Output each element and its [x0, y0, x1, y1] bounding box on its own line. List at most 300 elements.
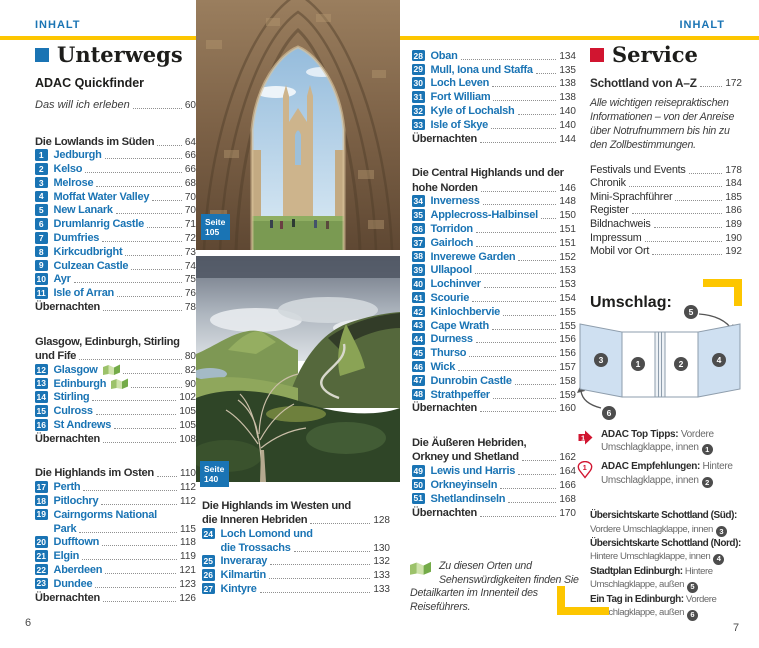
page-number: 138 [559, 78, 576, 90]
entry-label: New Lanark [53, 204, 113, 217]
entry-number-badge: 3 [35, 177, 48, 189]
svg-text:1: 1 [581, 433, 586, 443]
entry-number-badge: 39 [413, 265, 423, 276]
entry-number-badge: 21 [36, 550, 46, 561]
dotted-leader [157, 476, 177, 477]
toc-entry [412, 249, 576, 263]
toc-entry [35, 390, 196, 404]
uebernachten-label: Übernachten [35, 591, 101, 604]
toc-entry [35, 230, 196, 244]
entry-label: Orkneyinseln [430, 478, 498, 491]
entry-label: Pitlochry [53, 494, 99, 507]
page-number: 164 [559, 466, 576, 478]
entry-number-badge: 27 [203, 583, 213, 594]
toc-entry [202, 581, 390, 595]
toc-entry [35, 272, 196, 286]
page-number: 186 [725, 205, 742, 217]
entry-label: Kirkcudbright [53, 245, 123, 258]
toc-entry-continued [202, 540, 390, 554]
section-heading-text: die Inneren Hebriden [202, 514, 308, 526]
toc-entry [35, 403, 196, 417]
az-label: Schottland von A–Z [590, 76, 697, 90]
photo-page-badge [201, 214, 230, 240]
entry-label: Jedburgh [53, 149, 102, 162]
dotted-leader [480, 142, 556, 143]
dotted-leader [294, 551, 371, 552]
page-number: 66 [184, 164, 196, 176]
entry-label: Scourie [430, 291, 470, 304]
dotted-leader [480, 516, 556, 517]
section-heading [35, 333, 196, 348]
entry-label: Wick [430, 360, 456, 373]
toc-entry [412, 477, 576, 491]
entry-number-badge: 14 [36, 392, 46, 403]
page-number: 70 [184, 205, 196, 217]
entry-number-badge: 32 [413, 105, 423, 116]
page-number: 119 [180, 551, 196, 563]
entry-label: Dundee [53, 577, 93, 590]
entry-label: Loch Leven [430, 77, 490, 90]
dotted-leader [522, 460, 556, 461]
page-header-left: INHALT [35, 19, 81, 31]
entry-label: Kelso [53, 163, 83, 176]
svg-text:1: 1 [582, 463, 587, 473]
dotted-leader [117, 296, 182, 297]
toc-entry [412, 194, 576, 208]
entry-label: Inverness [430, 195, 480, 208]
dotted-leader [83, 490, 177, 491]
dotted-leader [270, 564, 370, 565]
page-number: 115 [180, 523, 196, 535]
dotted-leader [503, 315, 556, 316]
map-legend-item [590, 565, 755, 593]
entry-label: Cairngorms National [53, 508, 157, 521]
entry-label: Glasgow [53, 363, 98, 376]
entry-label: Fort William [430, 91, 491, 104]
dotted-leader [689, 173, 723, 174]
map-icon [410, 561, 431, 575]
page-number: 168 [559, 493, 576, 505]
page-number: 123 [179, 578, 196, 590]
entry-number-badge: 33 [413, 119, 423, 130]
toc-group [35, 465, 196, 604]
entry-number-badge: 22 [36, 564, 46, 575]
uebernachten-row [412, 131, 576, 145]
entry-number-badge: 20 [36, 537, 46, 548]
entry-label: die Trossachs [220, 541, 291, 554]
entry-number-badge: 7 [35, 232, 48, 244]
dotted-leader [103, 442, 176, 443]
entry-number-badge: 23 [36, 578, 46, 589]
dotted-leader [652, 254, 722, 255]
entry-number-badge: 5 [35, 204, 48, 216]
seite-word: Seite [204, 464, 225, 474]
page-number: 66 [184, 150, 196, 162]
toc-entry [412, 387, 576, 401]
page-number: 178 [725, 164, 742, 176]
page-number: 160 [559, 403, 576, 415]
uebernachten-row [35, 590, 196, 604]
page-number-left: 6 [25, 617, 32, 629]
dotted-leader [645, 241, 723, 242]
page-number: 71 [184, 219, 196, 231]
dotted-leader [147, 227, 182, 228]
dotted-leader [500, 488, 556, 489]
col2-groups [202, 497, 390, 595]
service-item-row [590, 162, 742, 176]
toc-entry [35, 548, 196, 562]
toc-entry [412, 207, 576, 221]
page-number: 82 [184, 364, 196, 376]
entry-label: Culross [53, 405, 93, 418]
dotted-leader [260, 592, 371, 593]
dotted-leader [105, 573, 176, 574]
toc-entry [412, 345, 576, 359]
service-item-row [590, 203, 742, 217]
section-heading [35, 133, 196, 148]
service-title-text: Service [612, 42, 698, 67]
entry-number-badge: 18 [36, 495, 46, 506]
diagram-circle-5: 5 [688, 307, 694, 317]
dotted-leader [125, 255, 182, 256]
page-number: 68 [184, 177, 196, 189]
section-heading-text: Die Highlands im Osten [35, 467, 154, 480]
page-number: 144 [559, 133, 576, 145]
entry-label: Mull, Iona und Staffa [430, 63, 533, 76]
map-legend-bold: Übersichtskarte Schottland (Süd): [590, 510, 737, 521]
page-number: 162 [559, 452, 576, 464]
circled-number-badge: 6 [687, 610, 698, 621]
entry-number-badge: 12 [36, 364, 46, 375]
uebernachten-label: Übernachten [35, 432, 101, 445]
toc-entry [35, 562, 196, 576]
legend-bold: ADAC Empfehlungen: [601, 461, 701, 473]
dotted-leader [105, 158, 182, 159]
entry-label: Dufftown [53, 536, 100, 549]
entry-number-badge: 36 [413, 223, 423, 234]
entry-label: Lochinver [430, 278, 481, 291]
map-legend-bold: Übersichtskarte Schottland (Nord): [590, 537, 741, 549]
entry-number-badge: 50 [413, 479, 423, 490]
page-number: 153 [559, 279, 576, 291]
toc-entry [35, 216, 196, 230]
toc-entry [35, 285, 196, 299]
toc-entry [35, 479, 196, 493]
uebernachten-row [35, 431, 196, 445]
toc-group [35, 133, 196, 313]
service-item-row [590, 244, 742, 258]
toc-entry [35, 189, 196, 203]
circled-number-badge: 4 [713, 554, 724, 565]
page-number: 76 [184, 288, 196, 300]
quickfinder-label: Das will ich erleben [35, 99, 130, 111]
page-number: 157 [559, 361, 576, 373]
schottland-az-row [590, 74, 742, 89]
page-number: 130 [373, 542, 390, 554]
red-square-icon [590, 48, 604, 62]
entry-number-badge: 24 [203, 528, 213, 539]
empfehlung-pin-wrap [577, 460, 601, 487]
section-heading-text: Glasgow, Edinburgh, Stirling [35, 335, 180, 348]
photo-page-badge [200, 461, 229, 487]
entry-number-badge: 17 [36, 481, 46, 492]
dotted-leader [518, 114, 557, 115]
entry-label: Shetlandinseln [430, 492, 506, 505]
toc-entry [412, 103, 576, 117]
section-heading-text: und Fife [35, 350, 77, 363]
entry-label: Durness [430, 333, 473, 346]
entry-label: Edinburgh [53, 377, 107, 390]
toc-entry [35, 362, 196, 376]
entry-label: Torridon [430, 222, 473, 235]
section-heading [412, 449, 576, 464]
top-tipp-arrow-wrap [577, 428, 601, 455]
dotted-leader [102, 241, 182, 242]
page-number: 150 [559, 210, 576, 222]
page-number: 184 [725, 178, 742, 190]
uebernachten-row [412, 401, 576, 415]
legend-text [601, 460, 735, 487]
dotted-leader [123, 373, 182, 374]
toc-entry [35, 161, 196, 175]
dotted-leader [654, 227, 723, 228]
legend-bold: ADAC Top Tipps: [601, 429, 679, 440]
dotted-leader [103, 310, 182, 311]
entry-label: Applecross-Halbinsel [430, 209, 538, 222]
service-item-row [590, 189, 742, 203]
entry-label: Cape Wrath [430, 319, 489, 332]
entry-label: Lewis und Harris [430, 465, 516, 478]
dotted-leader [79, 532, 177, 533]
toc-entry [412, 463, 576, 477]
entry-number-badge: 40 [413, 278, 423, 289]
toc-group [412, 434, 576, 518]
toc-group [35, 333, 196, 445]
entry-label: Stirling [53, 391, 90, 404]
entry-label: Thurso [430, 347, 467, 360]
map-legend-item [590, 537, 755, 565]
entry-number-badge: 31 [413, 91, 423, 102]
section-heading-text: Die Highlands im Westen und [202, 499, 351, 512]
dotted-leader [700, 86, 723, 87]
dotted-leader [541, 218, 556, 219]
toc-entry [412, 117, 576, 131]
entry-number-badge: 37 [413, 237, 423, 248]
entry-label: Inveraray [220, 555, 268, 568]
entry-number-badge: 44 [413, 334, 423, 345]
page-number: 132 [373, 556, 390, 568]
umschlag-title: Umschlag: [590, 294, 672, 311]
dotted-leader [133, 108, 182, 109]
page-number: 108 [179, 433, 196, 445]
entry-number-badge: 9 [35, 260, 48, 272]
page-number: 73 [184, 246, 196, 258]
dotted-leader [629, 186, 723, 187]
toc-group [412, 48, 576, 145]
dotted-leader [74, 282, 182, 283]
toc-group [202, 497, 390, 595]
page-number: 72 [184, 233, 196, 245]
page-number: 146 [559, 182, 576, 194]
toc-entry [412, 304, 576, 318]
page-number: 151 [559, 237, 576, 249]
service-items-list [590, 162, 742, 257]
entry-label: Perth [53, 481, 81, 494]
diagram-circle-6: 6 [606, 408, 612, 418]
dotted-leader [458, 370, 556, 371]
unterwegs-title-text: Unterwegs [57, 42, 183, 67]
column-unterwegs [35, 42, 196, 604]
service-item-row [590, 216, 742, 230]
uebernachten-label: Übernachten [412, 506, 478, 519]
entry-number-badge: 42 [413, 306, 423, 317]
toc-entry [412, 221, 576, 235]
empfehlungen-pin-icon [577, 461, 593, 479]
entry-number-badge: 13 [36, 378, 46, 389]
dotted-leader [518, 474, 556, 475]
service-item-label: Mini-Sprachführer [590, 190, 673, 203]
dotted-leader [515, 384, 557, 385]
page-number: 140 [559, 119, 576, 131]
page-number: 64 [184, 136, 196, 148]
page-number: 118 [180, 537, 196, 549]
entry-number-badge: 51 [413, 493, 423, 504]
col3-groups [412, 48, 576, 519]
page-number: 156 [559, 334, 576, 346]
dotted-leader [103, 601, 176, 602]
entry-number-badge: 25 [203, 556, 213, 567]
page-number: 192 [725, 246, 742, 258]
toc-entry [35, 203, 196, 217]
column-service [590, 42, 742, 257]
entry-label: Ayr [53, 273, 71, 286]
page-number: 185 [725, 191, 742, 203]
page-number: 128 [373, 515, 390, 526]
circled-number-badge: 1 [702, 444, 713, 455]
toc-entry [412, 332, 576, 346]
entry-label: Kinlochbervie [430, 305, 500, 318]
entry-number-badge: 30 [413, 78, 423, 89]
map-legend-rest: Vordere Umschlagklappe, außen [590, 593, 717, 619]
circled-number-badge: 3 [716, 526, 727, 537]
entry-label: Kilmartin [220, 569, 266, 582]
entry-number-badge: 49 [413, 465, 423, 476]
dotted-leader [481, 191, 557, 192]
entry-number-badge: 38 [413, 251, 423, 262]
toc-entry [202, 567, 390, 581]
dotted-leader [131, 269, 182, 270]
toc-entry [412, 359, 576, 373]
entry-label: Drumlanrig Castle [53, 218, 144, 231]
toc-entry [35, 507, 196, 521]
service-item-label: Register [590, 204, 629, 217]
unterwegs-section-title [35, 42, 196, 67]
entry-number-badge: 10 [36, 274, 46, 285]
entry-number-badge: 26 [203, 569, 213, 580]
page-number: 78 [184, 302, 196, 314]
map-legend-item [590, 593, 755, 621]
entry-label: Dumfries [53, 232, 100, 245]
column-right-page-left [412, 48, 576, 519]
service-item-label: Bildnachweis [590, 217, 651, 230]
entry-number-badge: 48 [413, 389, 423, 400]
page-header-right: INHALT [679, 19, 725, 31]
entry-number-badge: 47 [413, 375, 423, 386]
service-section-title [590, 42, 742, 67]
dotted-leader [102, 545, 177, 546]
toc-entry [412, 76, 576, 90]
page-number: 152 [559, 251, 576, 263]
map-legend-rest: Hintere Umschlagklappe, außen [590, 565, 713, 591]
circled-number-badge: 2 [702, 477, 713, 488]
diagram-circle-1: 1 [635, 359, 641, 369]
entry-label: Inverewe Garden [430, 250, 516, 263]
entry-label: St Andrews [53, 419, 112, 432]
dotted-leader [96, 186, 182, 187]
page-number: 153 [559, 265, 576, 277]
dotted-leader [675, 200, 722, 201]
toc-entry [412, 263, 576, 277]
toc-entry-continued [35, 521, 196, 535]
dotted-leader [492, 329, 556, 330]
entry-number-badge: 2 [35, 163, 48, 175]
toc-entry [202, 526, 390, 540]
entry-number-badge: 19 [36, 509, 46, 520]
page-number: 151 [559, 223, 576, 235]
entry-label: Isle of Skye [430, 118, 489, 131]
section-heading [202, 512, 390, 527]
yellow-corner-bracket-bottom-left [557, 586, 609, 615]
page-number: 105 [179, 420, 196, 432]
toc-entry [412, 62, 576, 76]
section-heading [412, 434, 576, 449]
map-legend-rest: Hintere Umschlagklappe, innen [590, 551, 711, 563]
section-heading-text: hohe Norden [412, 181, 478, 194]
service-intro-text: Alle wichtigen reisepraktischen Informationen – von der Anreise über Notrufnummern bis hin zu den Zollbestimmungen. [590, 97, 735, 151]
diagram-circle-4: 4 [716, 355, 722, 365]
page-number: 60 [184, 100, 196, 111]
dotted-leader [476, 232, 556, 233]
seite-number: 140 [204, 474, 219, 484]
page-number: 74 [184, 260, 196, 272]
section-heading [412, 165, 576, 180]
page-number: 155 [559, 320, 576, 332]
entry-number-badge: 41 [413, 292, 423, 303]
uebernachten-row [35, 299, 196, 313]
dotted-leader [491, 128, 556, 129]
uebernachten-label: Übernachten [412, 402, 478, 415]
toc-group [412, 165, 576, 415]
page-number: 112 [180, 482, 196, 494]
dotted-leader [480, 411, 556, 412]
column-highlands-westen [202, 497, 390, 595]
page-number: 133 [373, 570, 390, 582]
page-number: 172 [725, 78, 742, 89]
dotted-leader [82, 559, 177, 560]
page-number: 148 [559, 196, 576, 208]
toc-entry [202, 554, 390, 568]
toc-entry [35, 244, 196, 258]
dotted-leader [476, 246, 556, 247]
legend-item [577, 428, 735, 455]
uebernachten-row [412, 505, 576, 519]
page-number: 90 [184, 378, 196, 390]
toc-entry [412, 491, 576, 505]
dotted-leader [310, 523, 370, 524]
toc-entry [35, 535, 196, 549]
map-icon [410, 561, 431, 575]
map-icon [111, 378, 128, 389]
